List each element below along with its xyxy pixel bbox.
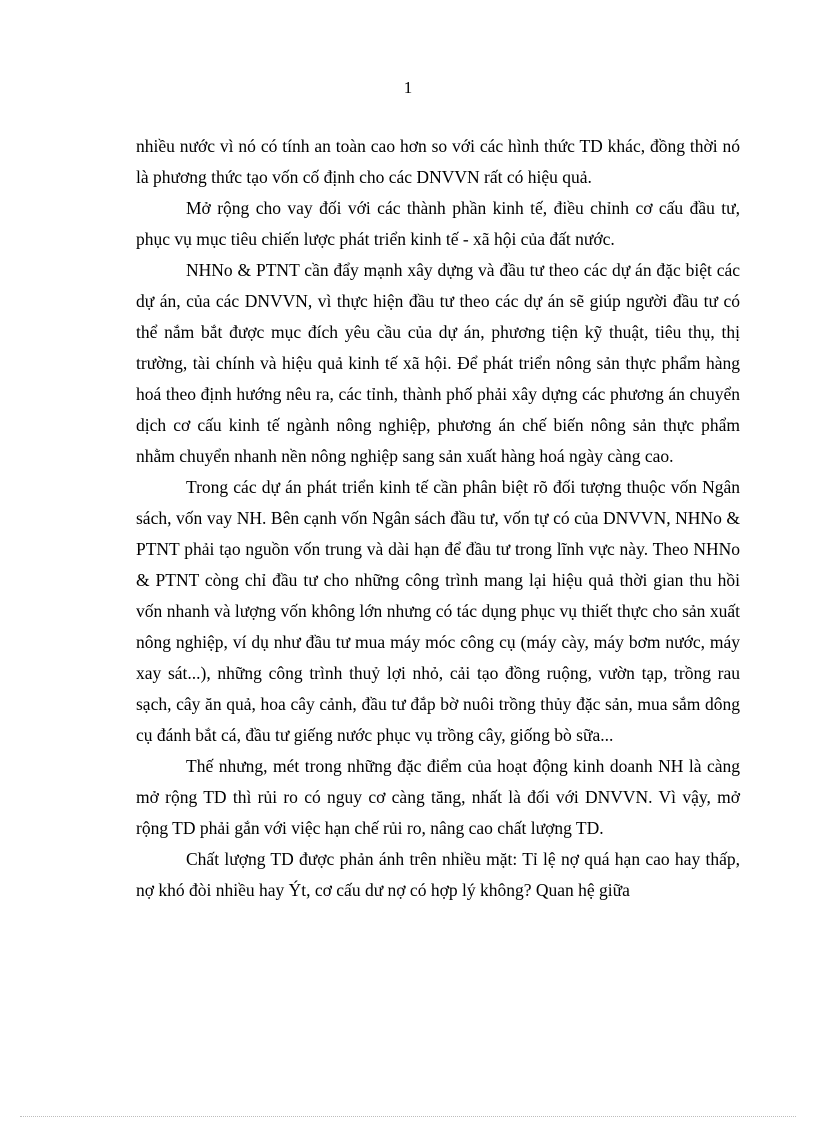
document-body <box>136 131 740 906</box>
page-number: 1 <box>403 78 413 97</box>
paragraph-3: NHNo & PTNT cần đẩy mạnh xây dựng và đầu tư theo các dự án đặc biệt các dự án, của các DNVVN, vì thực hiện đầu tư theo các dự án sẽ giúp người đầu tư có thể nắm bắt được mục đích yêu cầu của dự án, phương tiện kỹ thuật, tiêu thụ, thị trường, tài chính và hiệu quả kinh tế xã hội. Để phát triển nông sản thực phẩm hàng hoá theo định hướng nêu ra, các tỉnh, thành phố phải xây dựng các phương án chuyển dịch cơ cấu kinh tế ngành nông nghiệp, phương án chế biến nông sản thực phẩm nhằm chuyển nhanh nền nông nghiệp sang sản xuất hàng hoá ngày càng cao. <box>136 260 740 466</box>
paragraph-1: nhiều nước vì nó có tính an toàn cao hơn so với các hình thức TD khác, đồng thời nó là phương thức tạo vốn cố định cho các DNVVN rất có hiệu quả. <box>136 136 740 187</box>
paragraph-5: Thế nhưng, mét trong những đặc điểm của hoạt động kinh doanh NH là càng mở rộng TD thì rủi ro có nguy cơ càng tăng, nhất là đối với DNVVN. Vì vậy, mở rộng TD phải gắn với việc hạn chế rủi ro, nâng cao chất lượng TD. <box>136 756 740 838</box>
paragraph-6: Chất lượng TD được phản ánh trên nhiều mặt: Tỉ lệ nợ quá hạn cao hay thấp, nợ khó đòi nhiều hay Ýt, cơ cấu dư nợ có hợp lý không? Quan hệ giữa <box>136 849 740 900</box>
paragraph-4: Trong các dự án phát triển kinh tế cần phân biệt rõ đối tượng thuộc vốn Ngân sách, vốn vay NH. Bên cạnh vốn Ngân sách đầu tư, vốn tự có của DNVVN, NHNo & PTNT phải tạo nguồn vốn trung và dài hạn để đầu tư trong lĩnh vực này. Theo NHNo & PTNT còng chỉ đầu tư cho những công trình mang lại hiệu quả thời gian thu hồi vốn nhanh và lượng vốn không lớn nhưng có tác dụng phục vụ thiết thực cho sản xuất nông nghiệp, ví dụ như đầu tư mua máy móc công cụ (máy cày, máy bơm nước, máy xay sát...), những công trình thuỷ lợi nhỏ, cải tạo đồng ruộng, vườn tạp, trồng rau sạch, cây ăn quả, hoa cây cảnh, đầu tư đắp bờ nuôi trồng thủy đặc sản, mua sắm dông cụ đánh bắt cá, đầu tư giếng nước phục vụ trồng cây, giống bò sữa... <box>136 477 740 745</box>
paragraph-2: Mở rộng cho vay đối với các thành phần kinh tế, điều chỉnh cơ cấu đầu tư, phục vụ mục tiêu chiến lược phát triển kinh tế - xã hội của đất nước. <box>136 198 740 249</box>
page-bottom-divider <box>20 1116 796 1117</box>
